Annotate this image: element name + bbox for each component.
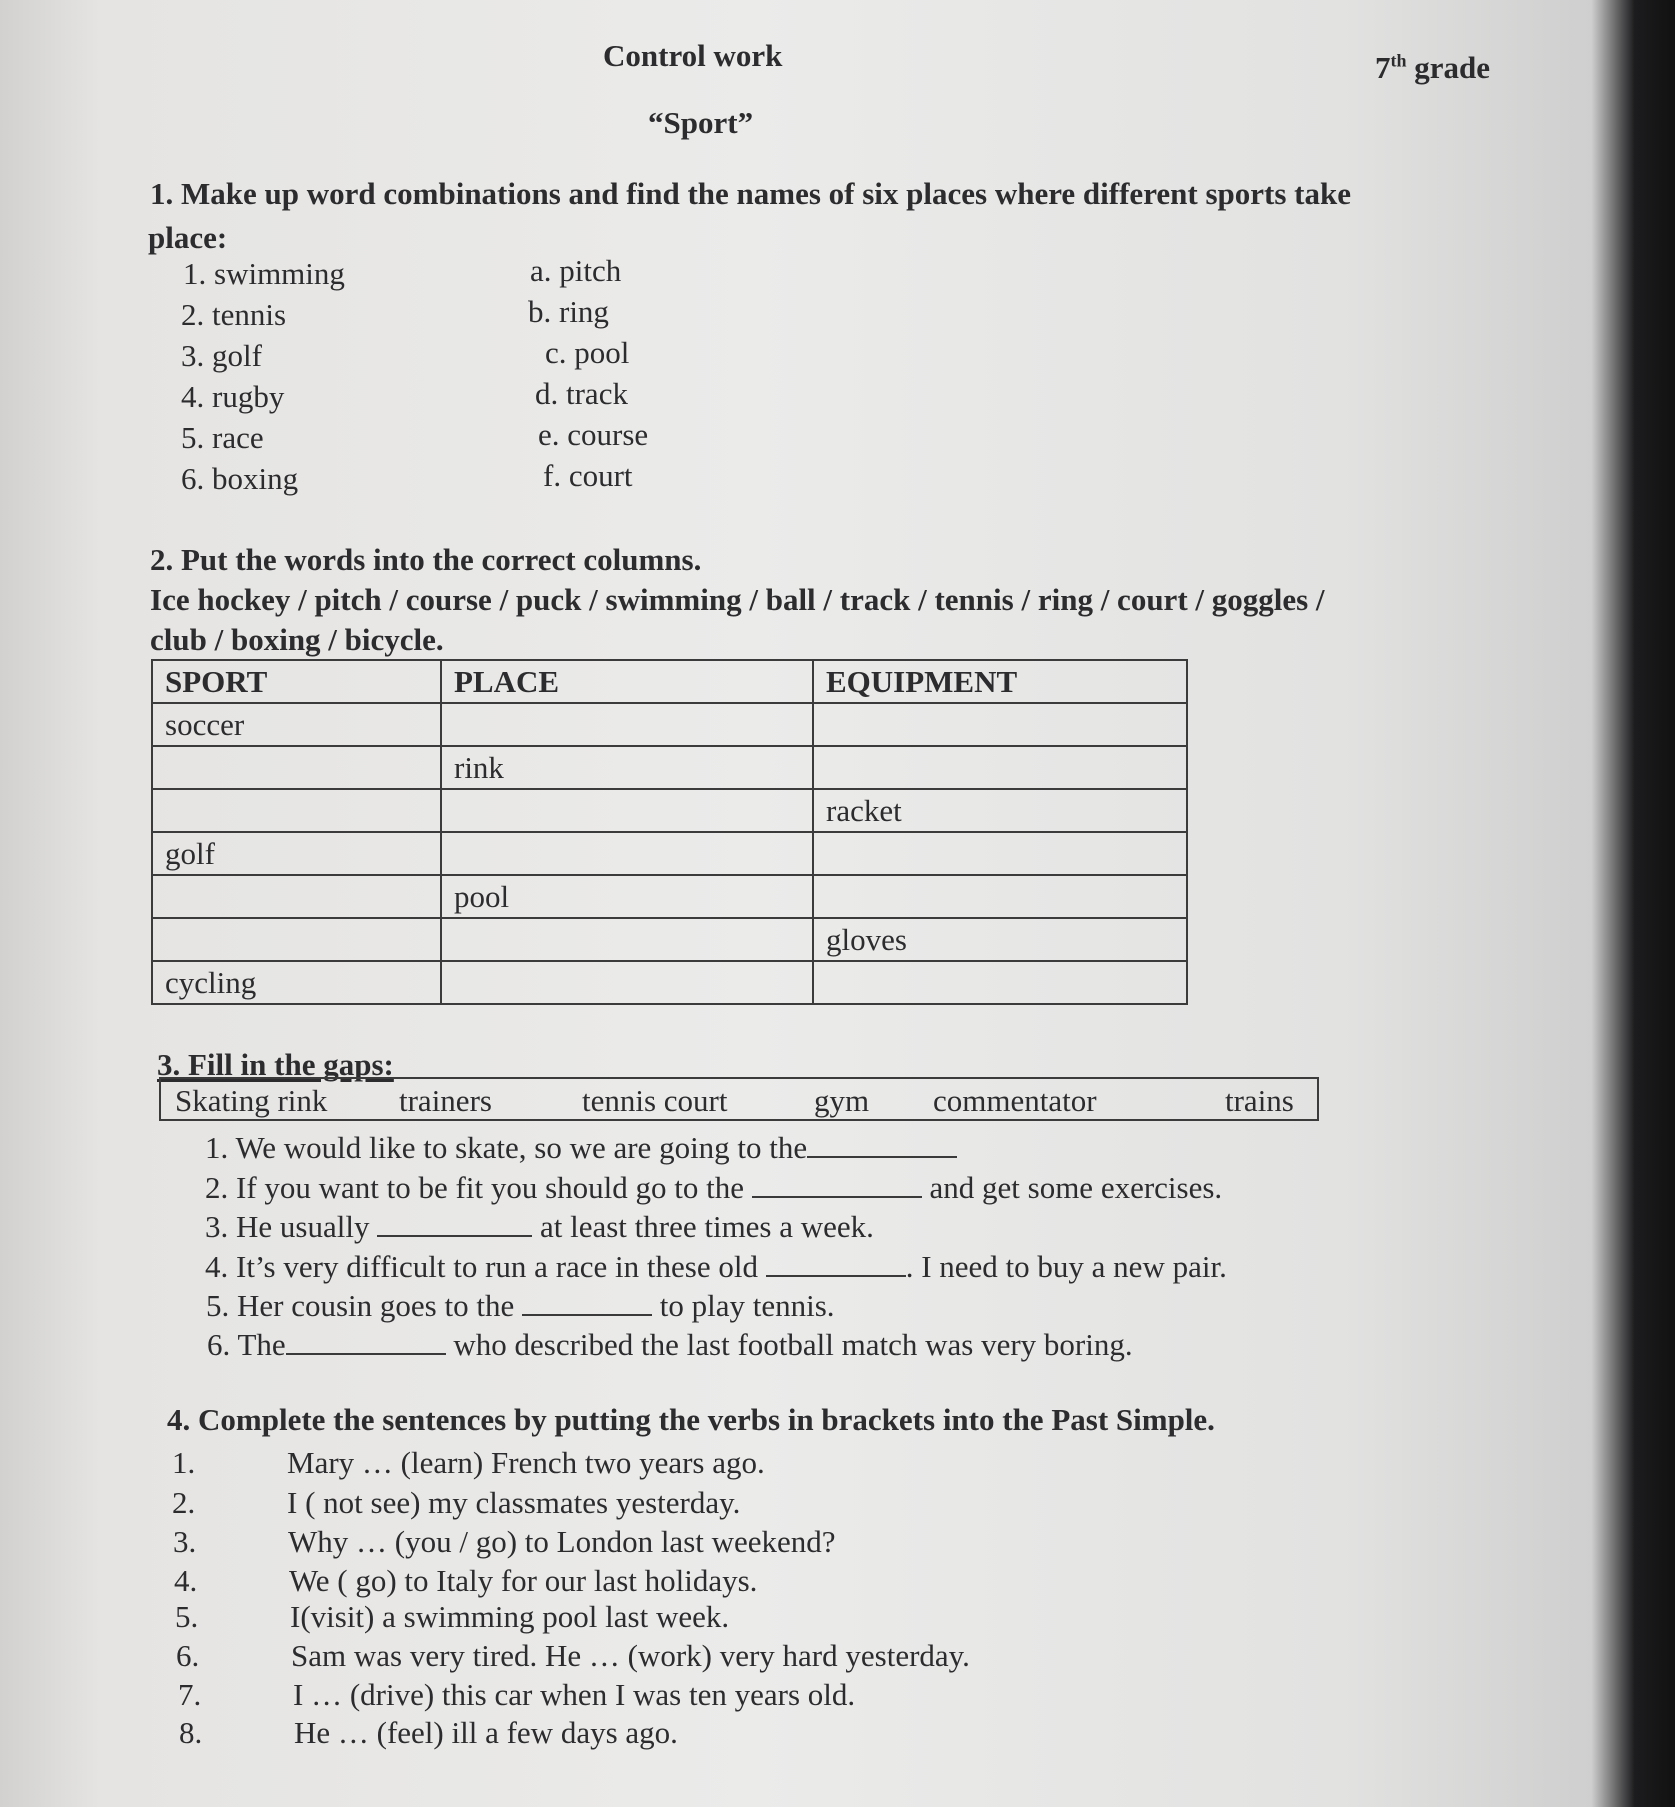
- word-bank-item: commentator: [933, 1083, 1097, 1118]
- task3-instruction: 3. Fill in the gaps:: [157, 1047, 394, 1082]
- grade-word: grade: [1414, 50, 1491, 85]
- word-bank-item: trains: [1225, 1083, 1294, 1118]
- sport-place-equipment-table: [151, 659, 1188, 1005]
- task1-left-item: 6. boxing: [181, 461, 299, 496]
- table-cell[interactable]: [152, 789, 441, 832]
- table-cell[interactable]: [813, 832, 1187, 875]
- table-cell[interactable]: [441, 832, 813, 875]
- table-cell[interactable]: gloves: [813, 918, 1187, 961]
- gap-sentence-text: and get some exercises.: [929, 1170, 1223, 1205]
- task2-instruction: 2. Put the words into the correct columns.: [150, 542, 702, 577]
- column-header: EQUIPMENT: [813, 660, 1187, 703]
- past-simple-item: [172, 1445, 765, 1481]
- table-cell[interactable]: [152, 746, 441, 789]
- past-simple-item: [172, 1485, 740, 1521]
- table-cell[interactable]: [441, 789, 813, 832]
- gap-sentence: [206, 1288, 835, 1324]
- column-header: SPORT: [152, 660, 441, 703]
- item-number: 6.: [176, 1638, 200, 1673]
- past-simple-item: [175, 1599, 729, 1635]
- word-bank-item: tennis court: [582, 1083, 728, 1118]
- table-cell[interactable]: [813, 703, 1187, 746]
- word-bank-box: [159, 1077, 1319, 1121]
- table-row: [152, 875, 1187, 918]
- gap-sentence-text: 5. Her cousin goes to the: [206, 1288, 515, 1323]
- table-cell[interactable]: [813, 746, 1187, 789]
- gap-sentence: [205, 1249, 1227, 1285]
- table-row: [152, 918, 1187, 961]
- task2-word-list-line2: club / boxing / bicycle.: [150, 622, 444, 657]
- word-bank-item: trainers: [399, 1083, 492, 1118]
- task1-left-item: 4. rugby: [181, 379, 285, 414]
- table-row: [152, 746, 1187, 789]
- item-text: I … (drive) this car when I was ten years old.: [293, 1677, 856, 1712]
- task1-right-item: a. pitch: [530, 253, 622, 288]
- table-cell[interactable]: rink: [441, 746, 813, 789]
- item-number: 2.: [172, 1485, 196, 1520]
- table-cell[interactable]: [441, 918, 813, 961]
- gap-blank[interactable]: [286, 1331, 446, 1355]
- gap-sentence-text: at least three times a week.: [539, 1209, 874, 1244]
- gap-sentence-text: 4. It’s very difficult to run a race in these old: [205, 1249, 758, 1284]
- gap-blank[interactable]: [522, 1292, 652, 1316]
- item-text: Sam was very tired. He … (work) very hard yesterday.: [291, 1638, 970, 1673]
- gap-sentence: [205, 1130, 957, 1166]
- task2-word-list-line1: Ice hockey / pitch / course / puck / swimming / ball / track / tennis / ring / court / goggles /: [150, 582, 1325, 617]
- gap-sentence-text: 1. We would like to skate, so we are going to the: [205, 1130, 808, 1165]
- task1-right-item: d. track: [535, 376, 628, 411]
- table-cell[interactable]: racket: [813, 789, 1187, 832]
- table-cell[interactable]: [441, 703, 813, 746]
- item-text: Mary … (learn) French two years ago.: [287, 1445, 765, 1480]
- task1-right-item: c. pool: [545, 335, 630, 370]
- table-cell[interactable]: golf: [152, 832, 441, 875]
- table-cell[interactable]: [152, 918, 441, 961]
- item-text: We ( go) to Italy for our last holidays.: [289, 1563, 758, 1598]
- past-simple-item: [174, 1563, 757, 1599]
- task4-instruction: 4. Complete the sentences by putting the verbs in brackets into the Past Simple.: [167, 1402, 1215, 1437]
- task1-left-item: 1. swimming: [183, 256, 345, 291]
- gap-blank[interactable]: [752, 1174, 922, 1198]
- item-text: He … (feel) ill a few days ago.: [294, 1715, 678, 1750]
- task1-instruction-line2: place:: [148, 220, 228, 255]
- table-cell[interactable]: [813, 961, 1187, 1004]
- table-cell[interactable]: cycling: [152, 961, 441, 1004]
- grade-suffix: th: [1390, 50, 1407, 71]
- task1-left-item: 3. golf: [181, 338, 262, 373]
- table-row: [152, 703, 1187, 746]
- past-simple-item: [176, 1638, 970, 1674]
- table-cell[interactable]: soccer: [152, 703, 441, 746]
- word-bank-item: Skating rink: [175, 1083, 328, 1118]
- gap-blank[interactable]: [377, 1213, 532, 1237]
- past-simple-item: [173, 1524, 836, 1560]
- column-header: PLACE: [441, 660, 813, 703]
- item-number: 7.: [178, 1677, 202, 1712]
- table-cell[interactable]: [152, 875, 441, 918]
- task1-left-item: 2. tennis: [181, 297, 287, 332]
- gap-sentence: [205, 1170, 1222, 1206]
- item-number: 3.: [173, 1524, 197, 1559]
- page-title: Control work: [603, 38, 783, 73]
- task1-left-item: 5. race: [181, 420, 264, 455]
- gap-sentence: [207, 1327, 1133, 1363]
- task1-right-item: f. court: [543, 458, 633, 493]
- topic-title: “Sport”: [648, 105, 754, 140]
- grade-label: [1375, 50, 1490, 86]
- table-row: [152, 789, 1187, 832]
- grade-number: 7: [1375, 50, 1391, 85]
- gap-sentence: [205, 1209, 874, 1245]
- gap-sentence-text: who described the last football match was very boring.: [453, 1327, 1133, 1362]
- item-number: 4.: [174, 1563, 198, 1598]
- table-cell[interactable]: pool: [441, 875, 813, 918]
- item-text: I(visit) a swimming pool last week.: [290, 1599, 730, 1634]
- table-cell[interactable]: [441, 961, 813, 1004]
- item-number: 5.: [175, 1599, 199, 1634]
- gap-sentence-text: to play tennis.: [659, 1288, 835, 1323]
- gap-blank[interactable]: [766, 1253, 906, 1277]
- gap-sentence-text: 6. The: [207, 1327, 286, 1362]
- item-number: 8.: [179, 1715, 203, 1750]
- table-header-row: [152, 660, 1187, 703]
- gap-sentence-text: . I need to buy a new pair.: [905, 1249, 1227, 1284]
- past-simple-item: [178, 1677, 855, 1713]
- past-simple-item: [179, 1715, 678, 1751]
- item-text: Why … (you / go) to London last weekend?: [288, 1524, 836, 1559]
- task1-right-item: e. course: [538, 417, 649, 452]
- gap-sentence-text: 2. If you want to be fit you should go to the: [205, 1170, 744, 1205]
- table-cell[interactable]: [813, 875, 1187, 918]
- task1-instruction-line1: 1. Make up word combinations and find the names of six places where different sports take: [150, 176, 1351, 211]
- gap-sentence-text: 3. He usually: [205, 1209, 370, 1244]
- gap-blank[interactable]: [807, 1134, 957, 1158]
- table-row: [152, 961, 1187, 1004]
- word-bank-item: gym: [814, 1083, 870, 1118]
- item-text: I ( not see) my classmates yesterday.: [287, 1485, 741, 1520]
- task1-right-item: b. ring: [528, 294, 609, 329]
- item-number: 1.: [172, 1445, 196, 1480]
- table-row: [152, 832, 1187, 875]
